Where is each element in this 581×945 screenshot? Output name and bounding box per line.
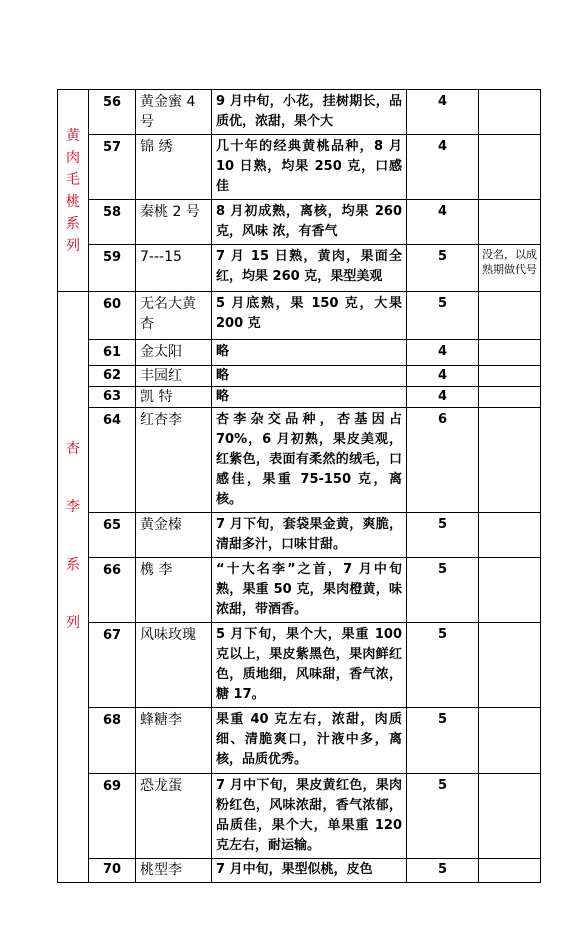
- row-number: 58: [89, 200, 136, 245]
- table-row: [58, 366, 541, 387]
- variety-name: 恐龙蛋: [136, 774, 212, 859]
- variety-name: 红杏李: [136, 408, 212, 513]
- variety-name: 金太阳: [136, 340, 212, 366]
- variety-table: [57, 89, 541, 883]
- row-number: 68: [89, 708, 136, 774]
- table-row: [58, 513, 541, 558]
- table-row: [58, 558, 541, 623]
- variety-note: [479, 708, 541, 774]
- variety-table-region: [57, 89, 540, 883]
- variety-note: [479, 774, 541, 859]
- variety-description: 略: [212, 366, 407, 387]
- variety-description: 几十年的经典黄桃品种，8 月 10 日熟，均果 250 克，口感佳: [212, 135, 407, 200]
- variety-value: 6: [407, 408, 479, 513]
- table-row: [58, 135, 541, 200]
- row-number: 66: [89, 558, 136, 623]
- table-row: [58, 200, 541, 245]
- variety-description: 5 月下旬，果个大，果重 100 克以上，果皮紫黑色，果肉鲜红色，质地细，风味甜，香气浓，糖 17。: [212, 623, 407, 708]
- variety-description: 8 月初成熟，离核，均果 260 克，风味 浓，有香气: [212, 200, 407, 245]
- table-row: [58, 245, 541, 292]
- category-label: 黄肉毛桃系列: [66, 127, 80, 254]
- variety-note: [479, 200, 541, 245]
- variety-value: 4: [407, 90, 479, 135]
- variety-description: 7 月中下旬，果皮黄红色，果肉粉红色，风味浓甜，香气浓郁，品质佳，果个大，单果重 120 克左右，耐运输。: [212, 774, 407, 859]
- variety-name: 无名大黄杏: [136, 292, 212, 340]
- variety-value: 5: [407, 245, 479, 292]
- variety-name: 7---15: [136, 245, 212, 292]
- variety-description: 9 月中旬，小花，挂树期长，品质优，浓甜，果个大: [212, 90, 407, 135]
- variety-value: 5: [407, 623, 479, 708]
- row-number: 70: [89, 859, 136, 883]
- row-number: 67: [89, 623, 136, 708]
- row-number: 64: [89, 408, 136, 513]
- variety-description: 7 月下旬，套袋果金黄，爽脆，清甜多汁，口味甘甜。: [212, 513, 407, 558]
- variety-name: 蜂糖李: [136, 708, 212, 774]
- variety-note: 没名，以成熟期做代号: [479, 245, 541, 292]
- variety-name: 黄金榛: [136, 513, 212, 558]
- variety-value: 5: [407, 859, 479, 883]
- variety-description: 略: [212, 340, 407, 366]
- variety-description: “十大名李”之首，7 月中旬 熟，果重 50 克，果肉橙黄，味浓甜，带酒香。: [212, 558, 407, 623]
- category-cell: [58, 90, 89, 292]
- row-number: 69: [89, 774, 136, 859]
- variety-name: 秦桃 2 号: [136, 200, 212, 245]
- variety-name: 黄金蜜 4 号: [136, 90, 212, 135]
- table-row: [58, 340, 541, 366]
- variety-name: 锦 绣: [136, 135, 212, 200]
- variety-note: [479, 135, 541, 200]
- variety-note: [479, 387, 541, 408]
- row-number: 60: [89, 292, 136, 340]
- row-number: 57: [89, 135, 136, 200]
- variety-description: 果重 40 克左右，浓甜，肉质细、清脆爽口，汁液中多，离核，品质优秀。: [212, 708, 407, 774]
- variety-description: 7 月 15 日熟，黄肉，果面全红，均果 260 克，果型美观: [212, 245, 407, 292]
- category-cell: [58, 292, 89, 883]
- variety-description: 7 月中旬，果型似桃，皮色: [212, 859, 407, 883]
- variety-note: [479, 408, 541, 513]
- variety-description: 略: [212, 387, 407, 408]
- variety-value: 5: [407, 708, 479, 774]
- table-row: [58, 387, 541, 408]
- variety-value: 5: [407, 774, 479, 859]
- variety-value: 4: [407, 366, 479, 387]
- variety-note: [479, 340, 541, 366]
- table-row: [58, 292, 541, 340]
- variety-value: 5: [407, 292, 479, 340]
- variety-value: 4: [407, 340, 479, 366]
- variety-note: [479, 558, 541, 623]
- variety-value: 4: [407, 200, 479, 245]
- row-number: 56: [89, 90, 136, 135]
- variety-note: [479, 859, 541, 883]
- variety-name: 桃型李: [136, 859, 212, 883]
- table-row: [58, 623, 541, 708]
- table-row: [58, 774, 541, 859]
- row-number: 63: [89, 387, 136, 408]
- variety-description: 5 月底熟，果 150 克，大果 200 克: [212, 292, 407, 340]
- variety-note: [479, 366, 541, 387]
- row-number: 61: [89, 340, 136, 366]
- row-number: 62: [89, 366, 136, 387]
- variety-note: [479, 513, 541, 558]
- variety-note: [479, 623, 541, 708]
- variety-name: 凯 特: [136, 387, 212, 408]
- category-label: 杏李系列: [66, 441, 80, 631]
- variety-value: 5: [407, 513, 479, 558]
- table-row: [58, 408, 541, 513]
- row-number: 65: [89, 513, 136, 558]
- table-row: [58, 90, 541, 135]
- table-row: [58, 859, 541, 883]
- row-number: 59: [89, 245, 136, 292]
- variety-value: 5: [407, 558, 479, 623]
- variety-note: [479, 90, 541, 135]
- table-row: [58, 708, 541, 774]
- variety-value: 4: [407, 387, 479, 408]
- variety-name: 风味玫瑰: [136, 623, 212, 708]
- variety-description: 杏李杂交品种，杏基因占 70%，6 月初熟，果皮美观，红紫色，表面有柔然的绒毛，口感佳，果重 75-150 克，离核。: [212, 408, 407, 513]
- variety-name: 丰园红: [136, 366, 212, 387]
- variety-value: 4: [407, 135, 479, 200]
- variety-note: [479, 292, 541, 340]
- variety-name: 槜 李: [136, 558, 212, 623]
